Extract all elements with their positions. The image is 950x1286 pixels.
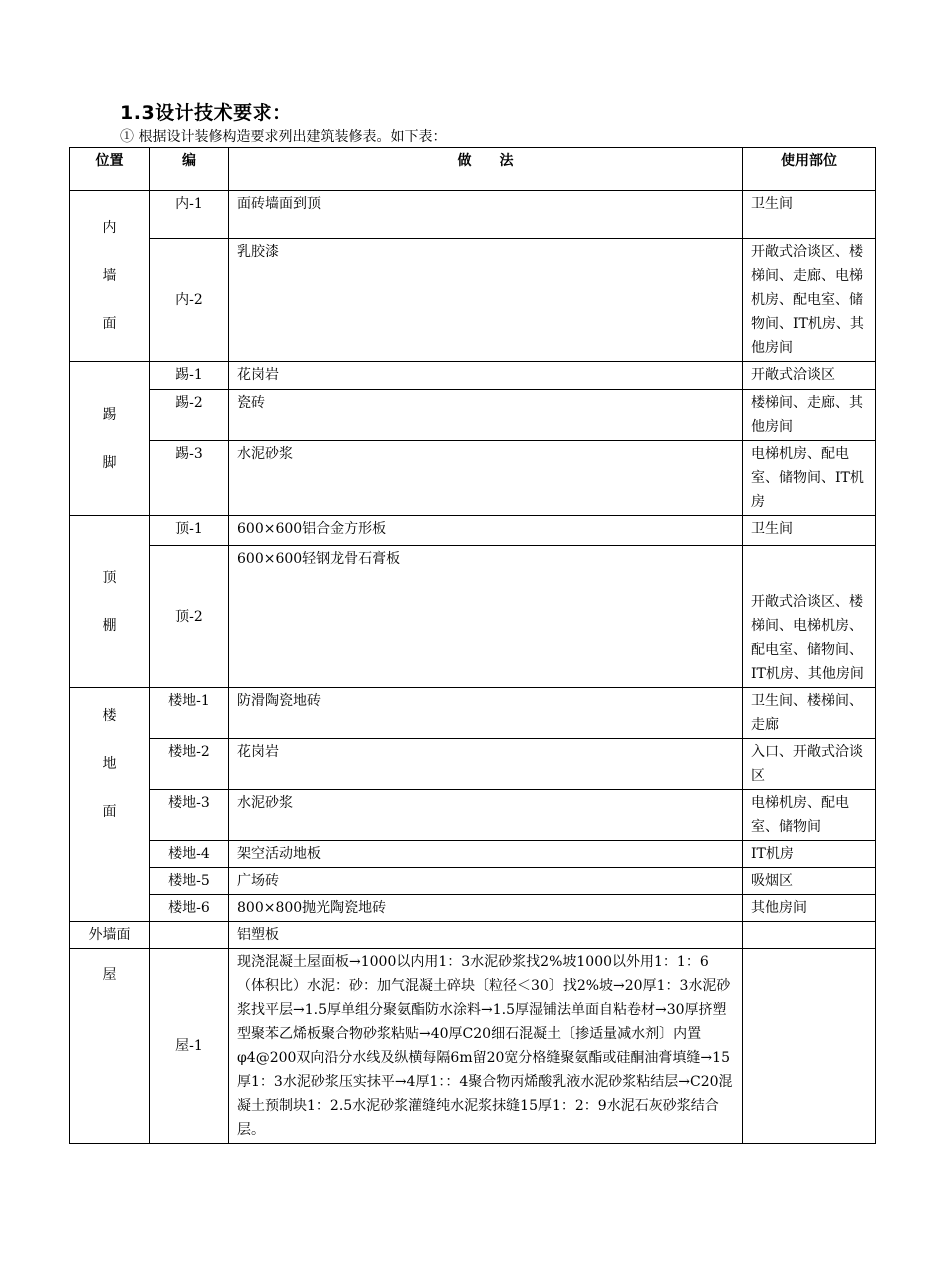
code-cell: 顶-1 xyxy=(150,516,229,546)
header-location: 位置 xyxy=(70,148,150,191)
usage-cell: 其他房间 xyxy=(743,895,876,922)
finish-schedule-table xyxy=(69,147,876,1144)
group-label-skirting xyxy=(70,362,150,516)
code-cell: 楼地-6 xyxy=(150,895,229,922)
usage-cell: 卫生间 xyxy=(743,191,876,239)
code-cell: 楼地-5 xyxy=(150,868,229,895)
method-cell: 600×600铝合金方形板 xyxy=(229,516,743,546)
group-label-char: 面 xyxy=(102,804,117,820)
group-label-inner-wall xyxy=(70,191,150,362)
usage-cell: 卫生间、楼梯间、走廊 xyxy=(743,688,876,739)
group-label-char: 棚 xyxy=(102,617,117,634)
usage-cell xyxy=(743,949,876,1144)
group-label-floor xyxy=(70,688,150,922)
method-cell: 架空活动地板 xyxy=(229,841,743,868)
usage-cell xyxy=(743,922,876,949)
table-row xyxy=(70,390,876,441)
table-row xyxy=(70,949,876,1144)
usage-cell: 楼梯间、走廊、其他房间 xyxy=(743,390,876,441)
group-label-char: 踢 xyxy=(102,406,117,423)
method-cell: 花岗岩 xyxy=(229,362,743,390)
code-cell: 踢-3 xyxy=(150,441,229,516)
group-label-char: 墙 xyxy=(102,268,117,284)
group-label-char: 顶 xyxy=(102,569,117,586)
method-cell: 花岗岩 xyxy=(229,739,743,790)
usage-cell: 电梯机房、配电室、储物间、IT机房 xyxy=(743,441,876,516)
method-cell: 800×800抛光陶瓷地砖 xyxy=(229,895,743,922)
table-row xyxy=(70,790,876,841)
header-code: 编 xyxy=(150,148,229,191)
group-label-char: 面 xyxy=(102,316,117,332)
header-usage: 使用部位 xyxy=(743,148,876,191)
usage-cell: 入口、开敞式洽谈区 xyxy=(743,739,876,790)
usage-cell: 卫生间 xyxy=(743,516,876,546)
method-cell: 现浇混凝土屋面板→1000以内用1：3水泥砂浆找2%坡1000以外用1：1：6（体积比）水泥：砂：加气混凝土碎块〔粒径＜30〕找2%坡→20厚1：3水泥砂浆找平层→1.5厚单组分聚氨酯防水涂料→1.5厚湿铺法单面自粘卷材→30厚挤塑型聚苯乙烯板聚合物砂浆粘贴→40厚C20细石混凝土〔掺适量减水剂〕内置φ4@200双向沿分水线及纵横每隔6m留20宽分格缝聚氨酯或硅酮油膏填缝→15厚1：3水泥砂浆压实抹平→4厚1：：4聚合物丙烯酸乳液水泥砂浆粘结层→C20混凝土预制块1：2.5水泥砂浆灌缝纯水泥浆抹缝15厚1：2：9水泥石灰砂浆结合层。 xyxy=(229,949,743,1144)
code-cell: 楼地-2 xyxy=(150,739,229,790)
table-row xyxy=(70,362,876,390)
table-header-row xyxy=(70,148,876,191)
usage-cell: 开敞式洽谈区、楼梯间、电梯机房、配电室、储物间、IT机房、其他房间 xyxy=(743,546,876,688)
code-cell: 楼地-4 xyxy=(150,841,229,868)
group-label-char: 楼 xyxy=(102,708,117,724)
table-row xyxy=(70,868,876,895)
code-cell: 屋-1 xyxy=(150,949,229,1144)
group-label-exterior-wall: 外墙面 xyxy=(70,922,150,949)
usage-cell: 电梯机房、配电室、储物间 xyxy=(743,790,876,841)
code-cell: 楼地-1 xyxy=(150,688,229,739)
code-cell: 楼地-3 xyxy=(150,790,229,841)
table-row xyxy=(70,441,876,516)
method-cell: 面砖墙面到顶 xyxy=(229,191,743,239)
group-label-char: 地 xyxy=(102,756,117,772)
section-heading: 1.3设计技术要求： xyxy=(120,102,292,124)
method-cell: 铝塑板 xyxy=(229,922,743,949)
code-cell: 内-2 xyxy=(150,239,229,362)
method-cell: 600×600轻钢龙骨石膏板 xyxy=(229,546,743,688)
group-label-ceiling xyxy=(70,516,150,688)
table-row xyxy=(70,239,876,362)
group-label-char: 内 xyxy=(102,220,117,236)
group-label-char: 脚 xyxy=(102,454,117,471)
method-cell: 瓷砖 xyxy=(229,390,743,441)
usage-cell: 开敞式洽谈区、楼梯间、走廊、电梯机房、配电室、储物间、IT机房、其他房间 xyxy=(743,239,876,362)
table-row xyxy=(70,546,876,688)
code-cell: 踢-2 xyxy=(150,390,229,441)
method-cell: 乳胶漆 xyxy=(229,239,743,362)
table-row xyxy=(70,841,876,868)
table-row xyxy=(70,688,876,739)
usage-cell: 吸烟区 xyxy=(743,868,876,895)
table-row xyxy=(70,191,876,239)
code-cell: 顶-2 xyxy=(150,546,229,688)
intro-text: ① 根据设计装修构造要求列出建筑装修表。如下表： xyxy=(120,129,447,145)
code-cell: 踢-1 xyxy=(150,362,229,390)
method-cell: 防滑陶瓷地砖 xyxy=(229,688,743,739)
header-method: 做 法 xyxy=(229,148,743,191)
usage-cell: 开敞式洽谈区 xyxy=(743,362,876,390)
code-cell: 内-1 xyxy=(150,191,229,239)
code-cell xyxy=(150,922,229,949)
group-label-roof: 屋 xyxy=(70,949,150,1144)
table-row xyxy=(70,895,876,922)
table-row xyxy=(70,922,876,949)
method-cell: 水泥砂浆 xyxy=(229,441,743,516)
table-row xyxy=(70,739,876,790)
usage-cell: IT机房 xyxy=(743,841,876,868)
method-cell: 水泥砂浆 xyxy=(229,790,743,841)
table-row xyxy=(70,516,876,546)
method-cell: 广场砖 xyxy=(229,868,743,895)
